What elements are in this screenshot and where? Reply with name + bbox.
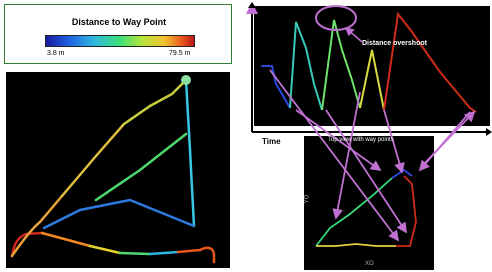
trajectory-segment-cyan — [150, 252, 178, 254]
small-traj-green — [316, 178, 392, 246]
curve-red — [384, 14, 476, 112]
arrow-1 — [270, 70, 398, 240]
legend-title: Distance to Way Point — [71, 17, 167, 27]
small-trajectory — [316, 170, 416, 246]
top-view-caption: Top view with way points — [328, 137, 394, 143]
large-trajectory — [12, 75, 214, 262]
trajectory-segment-green — [120, 253, 150, 254]
overshoot-arrow — [346, 28, 362, 42]
graph-y-axis-arrowhead — [248, 2, 256, 8]
trajectory-segment-inner-mid — [96, 134, 186, 200]
trajectory-start-marker — [181, 75, 191, 85]
colorbar-min-label: 3.8 m — [47, 50, 65, 57]
curve-yellow — [360, 50, 384, 110]
small-traj-yellow — [316, 244, 396, 246]
graph-x-axis-arrowhead — [486, 128, 492, 136]
distance-curves — [260, 14, 476, 112]
trajectory-segment-right-column — [186, 80, 194, 226]
connector-arrows — [270, 70, 474, 240]
trajectory-segment-orange — [42, 233, 90, 246]
graph-y-axis-label: Distance to WP — [255, 27, 264, 87]
graph-x-axis-label: Time — [262, 137, 281, 146]
trajectory-segment-bottom-right — [178, 248, 214, 262]
arrow-7 — [420, 112, 474, 168]
curve-green — [322, 20, 360, 110]
top-view-y-label: YO — [304, 194, 311, 204]
trajectory-segment-inner-diag — [44, 200, 194, 228]
trajectory-segment-yellow — [90, 246, 120, 253]
arrow-5 — [326, 110, 406, 232]
trajectory-segment-left-rise — [12, 196, 62, 256]
trajectory-segment-diagonal — [124, 80, 186, 124]
curve-cyan — [290, 22, 322, 110]
small-traj-red — [396, 176, 416, 246]
trajectory-segment-left-upper — [62, 124, 124, 196]
top-view-x-label: XO — [365, 261, 374, 267]
colorbar-max-label: 79.5 m — [169, 50, 191, 57]
overshoot-annotation: Distance overshoot — [362, 40, 427, 47]
